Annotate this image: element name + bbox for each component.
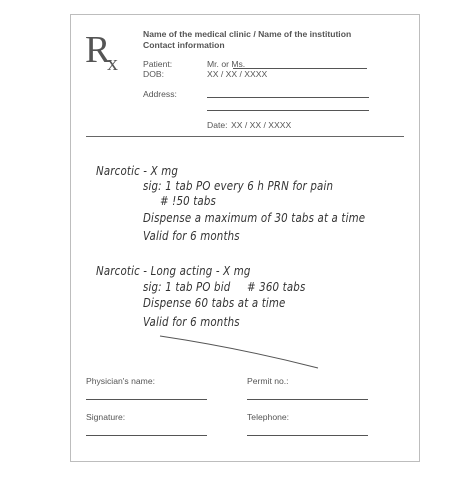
telephone-underline (247, 435, 368, 436)
rx-line-valid: Valid for 6 months (143, 228, 240, 243)
permit-number-label: Permit no.: (247, 376, 289, 386)
physician-name-underline (86, 399, 207, 400)
svg-text:x: x (107, 50, 118, 72)
rx-line-dispense-2: Dispense 60 tabs at a time (143, 295, 286, 310)
rx-line-sig: sig: 1 tab PO every 6 h PRN for pain (143, 178, 334, 193)
rx-line-narcotic-long-acting: Narcotic - Long acting - X mg (96, 263, 251, 278)
clinic-name: Name of the medical clinic / Name of the institution (143, 29, 352, 39)
rx-line-quantity-2: # 360 tabs (247, 279, 306, 294)
rx-line-valid-2: Valid for 6 months (143, 314, 240, 329)
rx-line-quantity: # !50 tabs (160, 193, 217, 208)
address-label: Address: (143, 89, 177, 99)
rx-line-sig-2: sig: 1 tab PO bid (143, 279, 231, 294)
contact-information: Contact information (143, 40, 225, 50)
patient-label: Patient: (143, 59, 173, 69)
permit-number-underline (247, 399, 368, 400)
svg-text:R: R (85, 29, 111, 71)
rx-line-narcotic: Narcotic - X mg (96, 163, 179, 178)
patient-value: Mr. or Ms. (207, 59, 246, 69)
signature-label: Signature: (86, 412, 126, 422)
date-value: XX / XX / XXXX (231, 120, 292, 130)
rx-line-dispense: Dispense a maximum of 30 tabs at a time (143, 210, 366, 225)
physician-name-label: Physician's name: (86, 376, 155, 386)
date-label: Date: (207, 120, 228, 130)
signature-underline (86, 435, 207, 436)
dob-label: DOB: (143, 69, 165, 79)
telephone-label: Telephone: (247, 412, 290, 422)
dob-value: XX / XX / XXXX (207, 69, 268, 79)
